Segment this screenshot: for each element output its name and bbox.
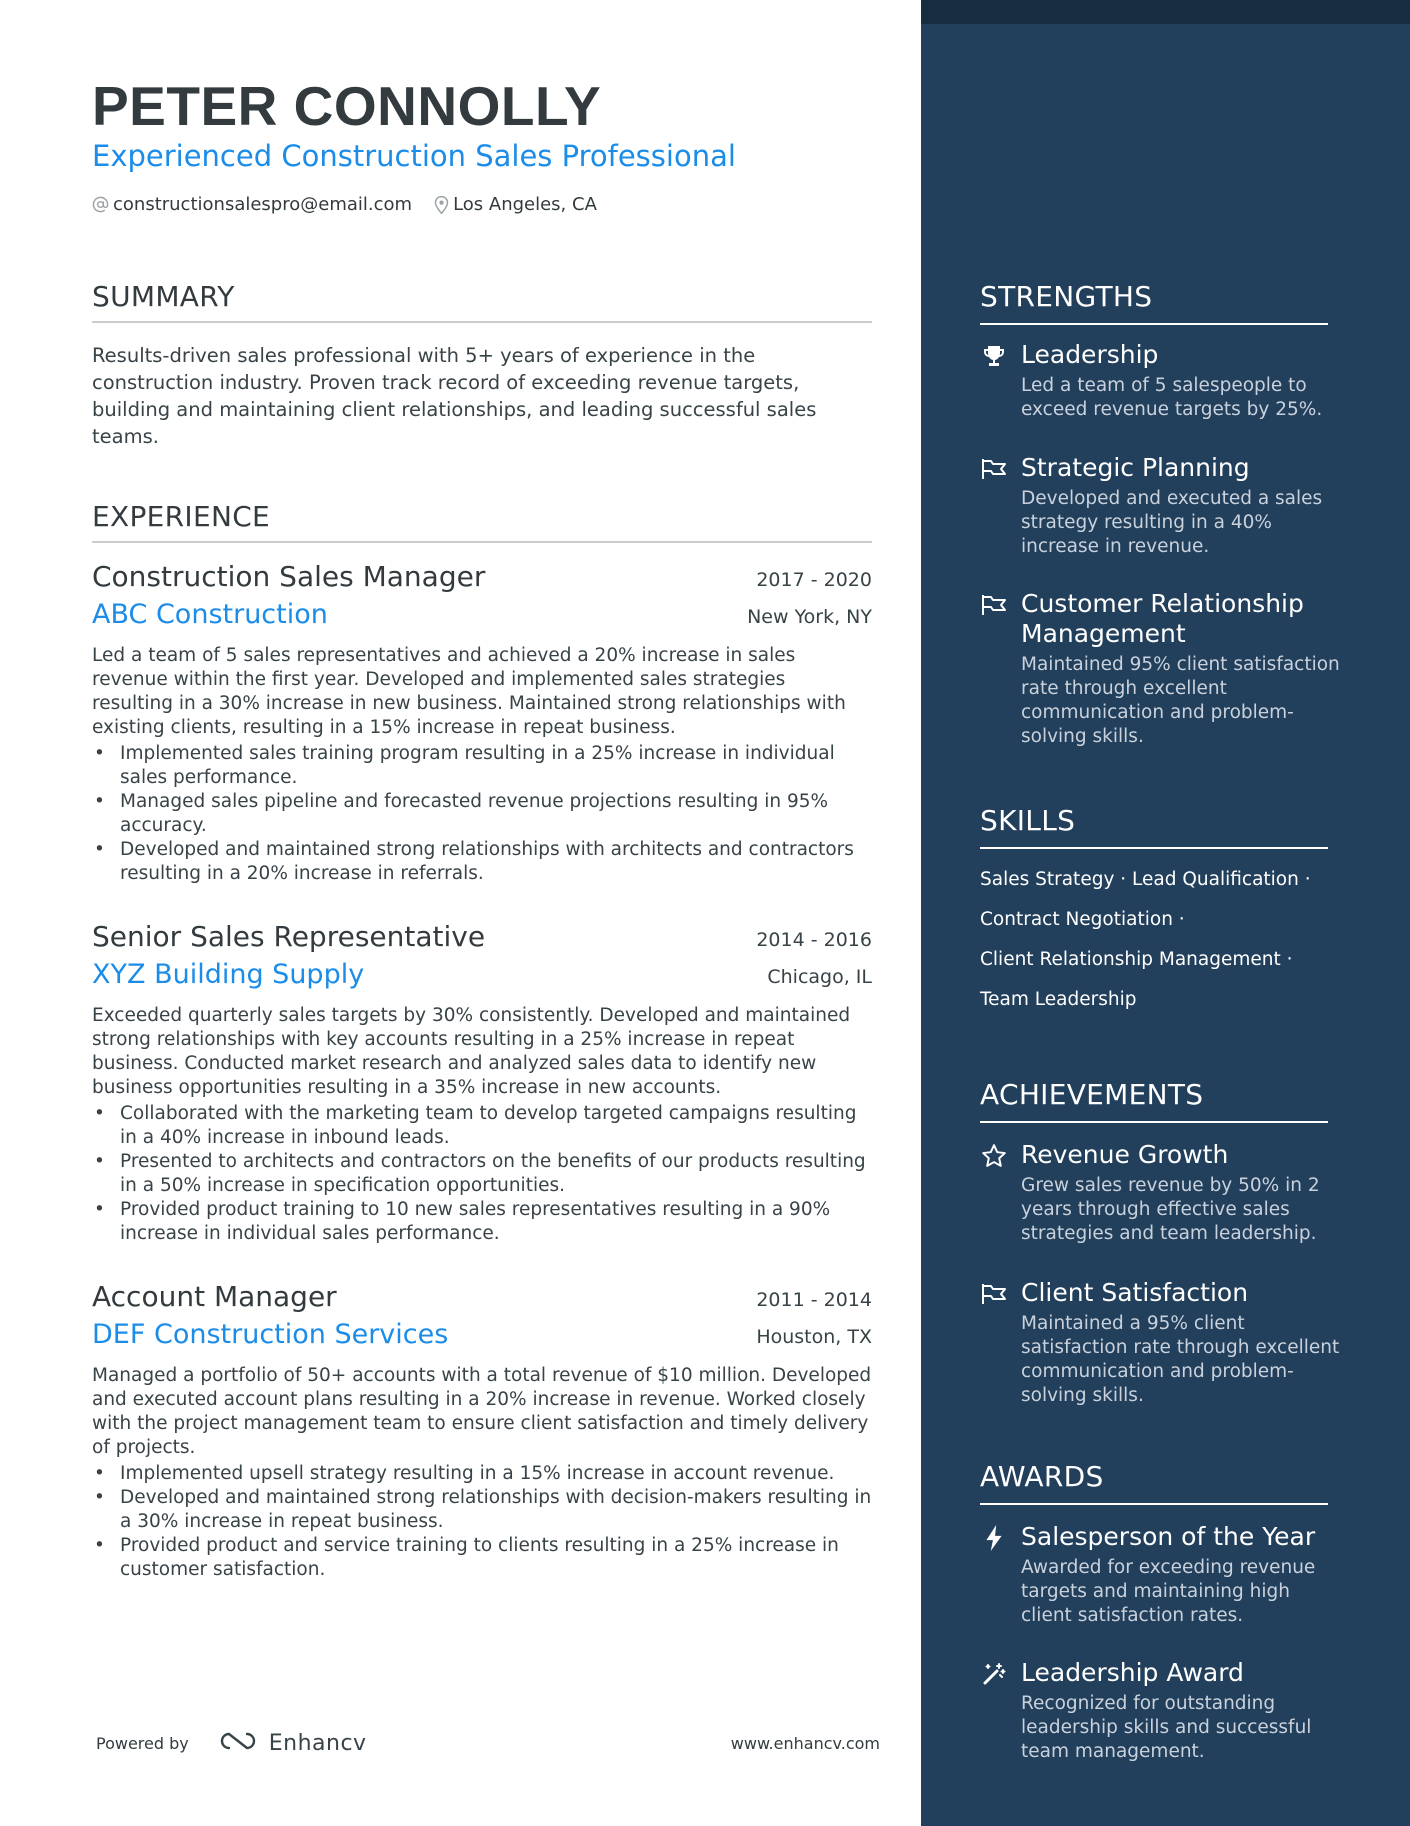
- brand-name: Enhancv: [268, 1730, 367, 1756]
- summary-heading: SUMMARY: [92, 280, 872, 323]
- lightning-icon: [980, 1524, 1008, 1552]
- job-entry: [92, 920, 872, 1246]
- strength-title: Leadership: [1021, 340, 1159, 369]
- job-bullets: [92, 1462, 872, 1582]
- award-description: Awarded for exceeding revenue targets and maintaining high client satisfaction rates.: [1021, 1557, 1316, 1626]
- sidebar-top-bar: [921, 0, 1410, 24]
- award-item: [980, 1658, 1340, 1764]
- achievement-item: [980, 1278, 1340, 1408]
- strengths-heading: STRENGTHS: [980, 280, 1328, 325]
- trophy-icon: [980, 342, 1008, 370]
- award-title: Salesperson of the Year: [1021, 1522, 1316, 1551]
- strength-title: Strategic Planning: [1021, 453, 1250, 482]
- job-role: Senior Sales Representative: [92, 920, 486, 953]
- award-description: Recognized for outstanding leadership skills and successful team management.: [1021, 1693, 1312, 1762]
- email-text: constructionsalespro@email.com: [113, 194, 413, 215]
- magic-wand-icon: [980, 1660, 1008, 1688]
- job-bullet: • Implemented sales training program resulting in a 25% increase in individual sales performance.: [120, 742, 872, 790]
- job-dates: 2011 - 2014: [756, 1289, 872, 1311]
- job-bullets: [92, 1102, 872, 1246]
- powered-by-text: Powered by: [96, 1733, 189, 1753]
- achievement-description: Grew sales revenue by 50% in 2 years through effective sales strategies and team leadership.: [1021, 1175, 1320, 1244]
- job-company: ABC Construction: [92, 599, 328, 630]
- flag-icon: [980, 1280, 1008, 1308]
- skill-line: Sales Strategy · Lead Qualification ·: [980, 869, 1311, 890]
- achievement-item: [980, 1140, 1340, 1246]
- footer-url[interactable]: www.enhancv.com: [730, 1733, 880, 1753]
- job-bullet: • Implemented upsell strategy resulting in a 15% increase in account revenue.: [120, 1462, 872, 1486]
- achievement-title: Revenue Growth: [1021, 1140, 1229, 1169]
- achievements-heading: ACHIEVEMENTS: [980, 1078, 1328, 1123]
- enhancv-logo-icon: [215, 1730, 261, 1756]
- job-dates: 2017 - 2020: [756, 569, 872, 591]
- candidate-title: Experienced Construction Sales Professional: [92, 139, 736, 173]
- job-entry: [92, 560, 872, 886]
- achievement-description: Maintained a 95% client satisfaction rate through excellent communication and problem-solving skills.: [1021, 1313, 1340, 1406]
- job-location: New York, NY: [747, 606, 872, 628]
- skill-line: Contract Negotiation ·: [980, 909, 1185, 930]
- job-role: Construction Sales Manager: [92, 560, 486, 593]
- job-role: Account Manager: [92, 1280, 337, 1313]
- experience-heading: EXPERIENCE: [92, 500, 872, 543]
- job-description: Managed a portfolio of 50+ accounts with a total revenue of $10 million. Developed and executed account plans resulting in a 20% increase in revenue. Worked closely with the project management team to ensure client satisfaction and timely delivery of projects.: [92, 1365, 872, 1458]
- strength-description: Maintained 95% client satisfaction rate through excellent communication and problem-solving skills.: [1021, 654, 1340, 747]
- summary-text: Results-driven sales professional with 5+ years of experience in the construction industry. Proven track record of exceeding revenue targets, building and maintaining client relationships, and leading successful sales teams.: [92, 344, 817, 448]
- awards-heading: AWARDS: [980, 1460, 1328, 1505]
- location-text: Los Angeles, CA: [453, 194, 597, 215]
- strength-description: Developed and executed a sales strategy resulting in a 40% increase in revenue.: [1021, 488, 1323, 557]
- job-bullet: • Presented to architects and contractors on the benefits of our products resulting in a 50% increase in specification opportunities.: [120, 1150, 872, 1198]
- job-company: XYZ Building Supply: [92, 959, 365, 990]
- strength-item: [980, 453, 1340, 559]
- footer: [96, 1730, 880, 1756]
- award-title: Leadership Award: [1021, 1658, 1244, 1687]
- candidate-name: PETER CONNOLLY: [92, 75, 602, 137]
- at-sign-icon: [92, 196, 109, 213]
- skill-line: Client Relationship Management ·: [980, 949, 1293, 970]
- footer-brand[interactable]: [96, 1730, 367, 1756]
- job-bullet: • Provided product and service training to clients resulting in a 25% increase in customer satisfaction.: [120, 1534, 872, 1582]
- star-icon: [980, 1142, 1008, 1170]
- location-pin-icon: [434, 196, 449, 214]
- sidebar: [921, 0, 1410, 1826]
- job-entry: [92, 1280, 872, 1582]
- job-bullet: • Developed and maintained strong relationships with architects and contractors resulting in a 20% increase in referrals.: [120, 838, 872, 886]
- contact-info: [92, 194, 619, 215]
- skill-line: Team Leadership: [980, 989, 1137, 1010]
- skills-heading: SKILLS: [980, 804, 1328, 849]
- award-item: [980, 1522, 1340, 1628]
- job-bullet: • Managed sales pipeline and forecasted revenue projections resulting in 95% accuracy.: [120, 790, 872, 838]
- job-bullet: • Developed and maintained strong relationships with decision-makers resulting in a 30% increase in repeat business.: [120, 1486, 872, 1534]
- job-bullets: [92, 742, 872, 886]
- strength-item: [980, 589, 1340, 749]
- job-bullet: • Provided product training to 10 new sales representatives resulting in a 90% increase in individual sales performance.: [120, 1198, 872, 1246]
- contact-location: [434, 194, 597, 215]
- job-location: Houston, TX: [756, 1326, 872, 1348]
- job-location: Chicago, IL: [767, 966, 872, 988]
- flag-icon: [980, 455, 1008, 483]
- job-description: Exceeded quarterly sales targets by 30% consistently. Developed and maintained strong relationships with key accounts resulting in a 25% increase in repeat business. Conducted market research and analyzed sales data to identify new business opportunities resulting in a 35% increase in new accounts.: [92, 1005, 851, 1098]
- job-company: DEF Construction Services: [92, 1319, 449, 1350]
- achievement-title: Client Satisfaction: [1021, 1278, 1249, 1307]
- strength-item: [980, 340, 1340, 422]
- contact-email[interactable]: [92, 194, 412, 215]
- strength-description: Led a team of 5 salespeople to exceed revenue targets by 25%.: [1021, 375, 1323, 420]
- job-dates: 2014 - 2016: [756, 929, 872, 951]
- flag-icon: [980, 591, 1008, 619]
- job-bullet: • Collaborated with the marketing team to develop targeted campaigns resulting in a 40% increase in inbound leads.: [120, 1102, 872, 1150]
- strength-title: Customer Relationship Management: [1021, 589, 1304, 648]
- skills-list: [980, 866, 1340, 1026]
- job-description: Led a team of 5 sales representatives and achieved a 20% increase in sales revenue within the first year. Developed and implemented sales strategies resulting in a 30% increase in new business. Maintained strong relationships with existing clients, resulting in a 15% increase in repeat business.: [92, 645, 846, 738]
